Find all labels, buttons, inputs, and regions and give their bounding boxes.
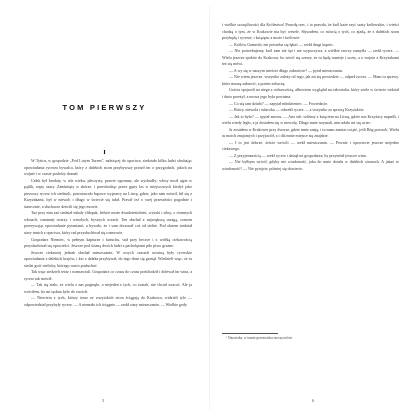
paragraph: W Tyńcu, w gospodzie „Pod Lutym Turem”, należącej do opactwa, siedziało kilku ludzi słuchając opowiadania rycerza bywalca, który z dalekich stron przybywszy prawił im o przygodach, jakich na wojnie i w czasie podróży doznał. <box>24 158 192 177</box>
paragraph: — Tak się stało, że wielu z nas poginęło, a niejeden z tych, co zostali, nie chciał wracać. Ale ja wróciłem, bo mi tęskno było do swoich. <box>24 282 192 294</box>
paragraph: Ja zostałem w Krakowie przy dworze, gdzie mnie znają, i tu mam zamiar osiąść, jeśli Bóg pozwoli. Wielu tu moich znajomych i przyjaciół, a i dla mnie miejsce się znajdzie. <box>222 126 399 139</box>
paragraph: — A wy się w naszym mieście długo zabawicie? — pytał mieszczanin. <box>229 67 343 73</box>
paragraph: Jeszcze ciekawiej jednak słuchał mieszczanin. W owych czasach nowiną były rycerskie opowiadania z dalekich krajów, i kto z daleka przybywał, do tego tłum się garnął. Wiedzieli więc, że tu siedzi gość nielichy, którego warto posłuchać. <box>24 249 192 268</box>
paragraph: Tuż przy nim zaś siedział młody chłopak, ledwie może dwudziestoletni, wysoki i silny, o ciemnych włosach, rumianej twarzy i wesołych, bystrych oczach. Ten słuchał z największą uwagą, czasem przerywając opowiadanie pytaniami, a bywało, że i sam dorzucał coś od siebie. Pod oknem siedział stary mnich z opactwa, który rad przysłuchiwał się rozmowie. <box>24 210 192 236</box>
paragraph: Tak więc siedzieli teraz i rozmawiali. Gospodarz co czasu do czasu podchodził i dolewał im wina, a rycerz tak mówił: <box>24 269 192 281</box>
paragraph: i wielkie szczęśliwości dla Królestwa! Prawdę rzec, i to prawda, że król każe szyć szaty królewskie, i wieści chodzą o tym, że w Krakowie ma być wesele. Słyszałem, co mówią o tych, co zjadą, że z dalekich stron przybędą i rycerze, i książęta, a może i królowie. <box>222 22 399 41</box>
paragraph: — Niewieta z tych, którzy teraz ze wszystkich stron ściągają do Krakowa, widzieli tyle — odpowiedział przybyły rycerz. — A niemało ich ściągnie — rzekł stary mieszczanin. — Wielkie gody <box>24 295 192 308</box>
paragraph: — Nie wiem jeszcze, wszystko zależy od tego, jak mi się powiedzie — odparł rycerz. — Mam tu sprawy, które muszę załatwić, a potem zobaczę. <box>222 74 399 86</box>
footnote-marker: ¹ <box>226 336 228 340</box>
paragraph: — Nie byłbym wrócił, gdyby nie wiadomość, jaka do mnie doszła w dalekich stronach. A jakaż to wiadomość? — Nie pytajcie, później się dowiecie. <box>222 159 399 172</box>
chapter-number: I <box>103 149 106 156</box>
volume-title: TOM PIERWSZY <box>62 103 147 112</box>
footnote-text: Nazwiska, w tomie przezwiska rzeczywiście. <box>227 336 294 340</box>
paragraph: — Królów Gamroth, nie potrzeba się lękać — rzekł drugi kupiec. <box>229 41 335 47</box>
paragraph: — Nie potrzebujemy, król sam nie śpi i nie wypoczywa, a wielkie rzeczy zamyśla — rzekł rycerz. — Wielu jeszcze zjedzie do Krakowa, bo wieść się szerzy, że tu będą turnieje i uczty, a o wojnie z Krzyżakami też się mówi. <box>222 48 399 67</box>
paragraph: Człek był brodaty, w sile wieku, pleczysty, prawie ogromny, ale wychudły; włosy nosił ujęte w pątlik, rzęsy szary. Zamknięty w skórze, i przechodząc przez gęsty las w miejscowych kiedyś jako pierwszy rycerz ich siedzieli, pozostawało łupowe wyprawy na Litwę, gdzie, jako sam mówił, bił się z Krzyżakami, był w niewoli i długo w świecie się tułał. Prawił też o swej przeszłości pogodnie i statecznie, a słuchacze dziwili się jego mowie. <box>24 177 192 209</box>
right-body-text <box>222 22 399 173</box>
paragraph: Gościa spojrzeli na niego z ciekawością, albowiem wyglądał na człowieka, który wiele w świecie widział i dużo przeżył, a mowa jego była poważna. <box>222 87 399 100</box>
footnote <box>226 336 396 340</box>
paragraph: — Co się tam działo? — zapytał młodzieniec. — Powiedzcie. <box>229 100 329 106</box>
paragraph: — Bitwy, niewola i tułaczka — odrzekł rycerz — a wszystko za sprawą Krzyżaków. <box>229 107 365 113</box>
page-number: 5 <box>102 398 105 403</box>
page-number: 6 <box>312 398 315 403</box>
left-page <box>0 0 209 420</box>
paragraph: — Z przyjemnością — rzekł rycerz i skinął na gospodarza, by przyniósł jeszcze wina. <box>229 152 367 158</box>
footnote-rule <box>222 333 278 334</box>
paragraph: — Jak to było? — spytał znowu. — Ano tak: szliśmy z księciem na Litwę, gdzie nas Krzyżacy napadli, i wielu wtedy legło, a ja dostałem się w niewolę. Długo mnie trzymali, nim udało mi się uciec. <box>222 113 399 126</box>
left-body-text <box>24 158 192 309</box>
paragraph: — I to jest dobrze, żeście wrócili — rzekł mieszczanin. — Pewnie i opowiecie jeszcze niejedno ciekawego. <box>222 139 399 152</box>
paragraph: Gospodarz Niemiec, w pełnym kapturze i fartuchu, stał przy beczce i z wielką ciekawością przysłuchiwał się opowieści. Jeszcze pod ścianą dwóch ludzi z pacholętami piło piwo grzane. <box>24 236 192 249</box>
